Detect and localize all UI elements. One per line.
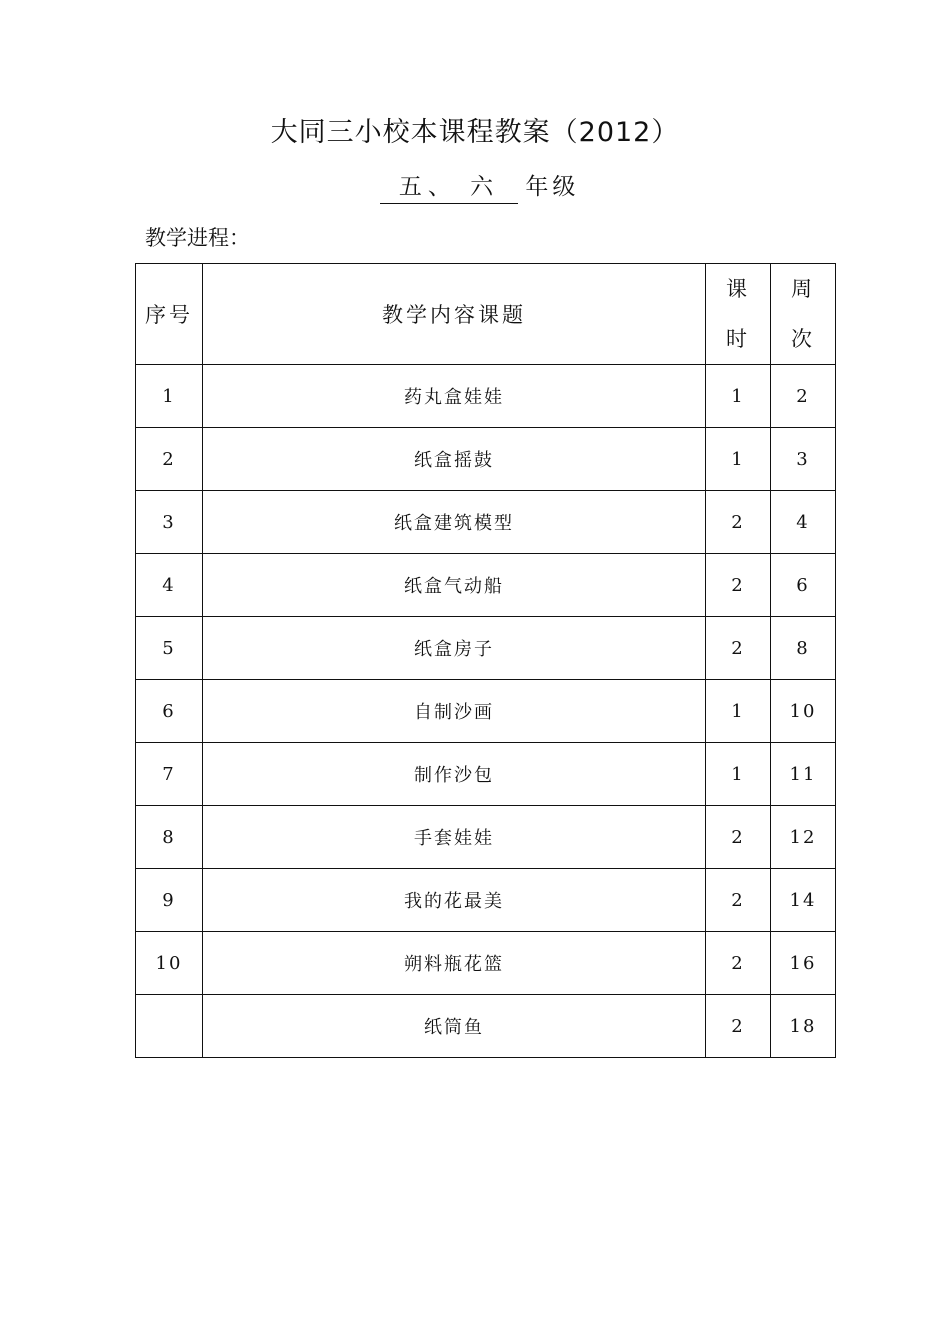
- cell-number: 2: [136, 428, 203, 491]
- cell-topic: 纸筒鱼: [203, 995, 706, 1058]
- cell-hours: 2: [706, 869, 771, 932]
- header-hours-line1: 课: [726, 277, 750, 301]
- cell-week: 3: [771, 428, 836, 491]
- cell-hours: 2: [706, 806, 771, 869]
- cell-hours: 2: [706, 932, 771, 995]
- cell-hours: 1: [706, 428, 771, 491]
- table-row: [136, 806, 836, 869]
- table-row: [136, 428, 836, 491]
- header-hours-line2: 时: [726, 327, 750, 351]
- header-hours: [706, 264, 771, 365]
- cell-week: 6: [771, 554, 836, 617]
- cell-number: 10: [136, 932, 203, 995]
- header-topic: 教学内容课题: [203, 264, 706, 365]
- grade-suffix: 年级: [525, 174, 580, 200]
- cell-hours: 1: [706, 365, 771, 428]
- cell-topic: 纸盒气动船: [203, 554, 706, 617]
- grade-value: 五、 六: [380, 168, 518, 204]
- cell-topic: 药丸盒娃娃: [203, 365, 706, 428]
- cell-number: 1: [136, 365, 203, 428]
- grade-line: [380, 168, 579, 202]
- cell-topic: 自制沙画: [203, 680, 706, 743]
- table-row: [136, 869, 836, 932]
- table-row: [136, 743, 836, 806]
- table-header-row: [136, 264, 836, 365]
- header-week-line1: 周: [791, 277, 815, 301]
- cell-number: 8: [136, 806, 203, 869]
- cell-week: 16: [771, 932, 836, 995]
- cell-week: 10: [771, 680, 836, 743]
- cell-week: 11: [771, 743, 836, 806]
- table-row: [136, 995, 836, 1058]
- cell-week: 18: [771, 995, 836, 1058]
- cell-week: 8: [771, 617, 836, 680]
- cell-hours: 2: [706, 995, 771, 1058]
- cell-week: 14: [771, 869, 836, 932]
- cell-number: 4: [136, 554, 203, 617]
- cell-hours: 1: [706, 680, 771, 743]
- table-row: [136, 491, 836, 554]
- cell-topic: 我的花最美: [203, 869, 706, 932]
- cell-number: 5: [136, 617, 203, 680]
- cell-hours: 2: [706, 554, 771, 617]
- cell-number: 6: [136, 680, 203, 743]
- table-row: [136, 932, 836, 995]
- cell-number: 9: [136, 869, 203, 932]
- cell-number: 7: [136, 743, 203, 806]
- header-number: 序号: [136, 264, 203, 365]
- teaching-progress-label: 教学进程：: [145, 226, 250, 250]
- cell-number: 3: [136, 491, 203, 554]
- cell-topic: 朔料瓶花篮: [203, 932, 706, 995]
- cell-hours: 2: [706, 491, 771, 554]
- cell-topic: 纸盒房子: [203, 617, 706, 680]
- header-week: [771, 264, 836, 365]
- cell-topic: 手套娃娃: [203, 806, 706, 869]
- cell-topic: 纸盒摇鼓: [203, 428, 706, 491]
- cell-topic: 纸盒建筑模型: [203, 491, 706, 554]
- cell-week: 2: [771, 365, 836, 428]
- cell-week: 12: [771, 806, 836, 869]
- cell-week: 4: [771, 491, 836, 554]
- header-week-line2: 次: [791, 327, 815, 351]
- document-title: 大同三小校本课程教案（2012）: [270, 117, 680, 148]
- cell-hours: 2: [706, 617, 771, 680]
- cell-number: [136, 995, 203, 1058]
- table-row: [136, 554, 836, 617]
- cell-topic: 制作沙包: [203, 743, 706, 806]
- table-row: [136, 680, 836, 743]
- table-row: [136, 365, 836, 428]
- table-row: [136, 617, 836, 680]
- cell-hours: 1: [706, 743, 771, 806]
- course-schedule-table: [135, 263, 836, 1058]
